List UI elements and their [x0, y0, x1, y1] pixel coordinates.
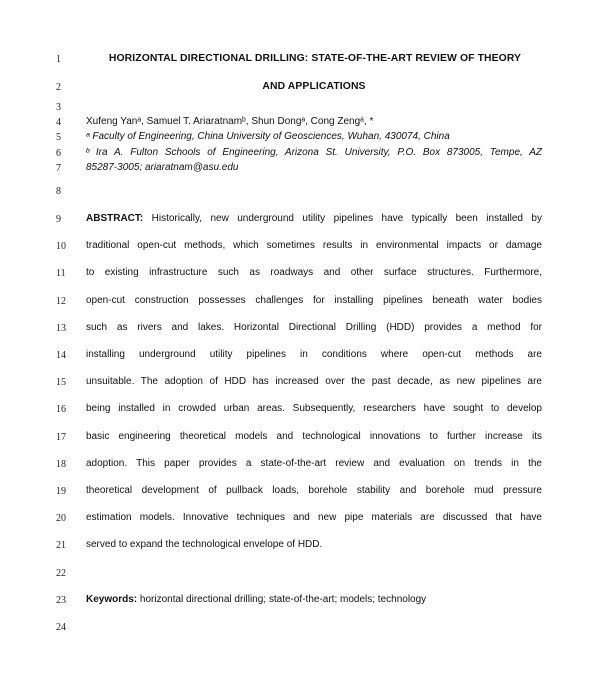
line-17	[0, 430, 600, 446]
line-13	[0, 321, 600, 337]
line-15	[0, 375, 600, 391]
abstract-line: installing underground utility pipelines in conditions where open-cut methods are	[86, 349, 542, 360]
keywords-text: horizontal directional drilling; state-of-the-art; models; technology	[137, 594, 427, 605]
line-number: 7	[56, 163, 61, 174]
line-9	[0, 212, 600, 228]
abstract-line: such as rivers and lakes. Horizontal Directional Drilling (HDD) provides a method for	[86, 322, 542, 333]
line-number: 16	[56, 404, 66, 415]
abstract-line: to existing infrastructure such as roadways and other surface structures. Furthermore,	[86, 267, 542, 278]
line-21	[0, 538, 600, 554]
abstract-line: adoption. This paper provides a state-of-the-art review and evaluation on trends in the	[86, 458, 542, 469]
line-10	[0, 239, 600, 255]
abstract-line: being installed in crowded urban areas. Subsequently, researchers have sought to develop	[86, 403, 542, 414]
abstract-label: ABSTRACT:	[86, 213, 144, 224]
line-2	[0, 80, 600, 96]
line-number: 4	[56, 117, 61, 128]
line-number: 2	[56, 82, 61, 93]
abstract-line: served to expand the technological envelope of HDD.	[86, 539, 323, 550]
line-number: 15	[56, 377, 66, 388]
abstract-line: open-cut construction possesses challenges for installing pipelines beneath water bodies	[86, 295, 542, 306]
abstract-line: traditional open-cut methods, which sometimes results in environmental impacts or damage	[86, 240, 542, 251]
line-8	[0, 184, 600, 200]
author-list: Xufeng Yanᵃ, Samuel T. Ariaratnamᵇ, Shun Dongᵃ, Cong Zengᵃ, *	[86, 116, 374, 127]
line-number: 8	[56, 186, 61, 197]
line-number: 1	[56, 54, 61, 65]
abstract-line: unsuitable. The adoption of HDD has increased over the past decade, as new pipelines are	[86, 376, 542, 387]
line-4	[0, 115, 600, 131]
keywords-line	[86, 593, 542, 607]
abstract-line: estimation models. Innovative techniques and new pipe materials are discussed that have	[86, 512, 542, 523]
line-number: 12	[56, 296, 66, 307]
line-number: 19	[56, 486, 66, 497]
line-number: 22	[56, 568, 66, 579]
title-line-2: AND APPLICATIONS	[262, 81, 366, 92]
abstract-line	[86, 212, 542, 226]
abstract-line: basic engineering theoretical models and technological innovations to further increase its	[86, 431, 542, 442]
line-22	[0, 566, 600, 582]
line-12	[0, 294, 600, 310]
line-20	[0, 511, 600, 527]
line-5	[0, 130, 600, 146]
line-23	[0, 593, 600, 609]
line-number: 9	[56, 214, 61, 225]
affiliation-b-continued: 85287-3005; ariaratnam@asu.edu	[86, 162, 239, 173]
line-number: 3	[56, 102, 61, 113]
line-number: 6	[56, 148, 61, 159]
abstract-text: Historically, new underground utility pipelines have typically been installed by	[143, 213, 542, 224]
affiliation-b: ᵇ Ira A. Fulton Schools of Engineering, Arizona St. University, P.O. Box 873005, Tempe, AZ	[86, 147, 542, 158]
title-line-1: HORIZONTAL DIRECTIONAL DRILLING: STATE-OF-THE-ART REVIEW OF THEORY	[108, 53, 522, 64]
line-14	[0, 348, 600, 364]
line-number: 23	[56, 595, 66, 606]
line-1	[0, 52, 600, 68]
line-number: 18	[56, 459, 66, 470]
line-number: 24	[56, 622, 66, 633]
line-6	[0, 146, 600, 162]
line-7	[0, 161, 600, 177]
line-number: 20	[56, 513, 66, 524]
keywords-label: Keywords:	[86, 594, 138, 605]
line-18	[0, 457, 600, 473]
line-number: 21	[56, 540, 66, 551]
line-number: 14	[56, 350, 66, 361]
affiliation-a: ᵃ Faculty of Engineering, China University of Geosciences, Wuhan, 430074, China	[86, 131, 450, 142]
line-16	[0, 402, 600, 418]
line-number: 10	[56, 241, 66, 252]
line-19	[0, 484, 600, 500]
line-number: 5	[56, 132, 61, 143]
line-24	[0, 620, 600, 636]
line-number: 11	[56, 268, 66, 279]
line-11	[0, 266, 600, 282]
abstract-line: theoretical development of pullback loads, borehole stability and borehole mud pressure	[86, 485, 542, 496]
line-number: 13	[56, 323, 66, 334]
line-number: 17	[56, 432, 66, 443]
line-3	[0, 100, 600, 116]
